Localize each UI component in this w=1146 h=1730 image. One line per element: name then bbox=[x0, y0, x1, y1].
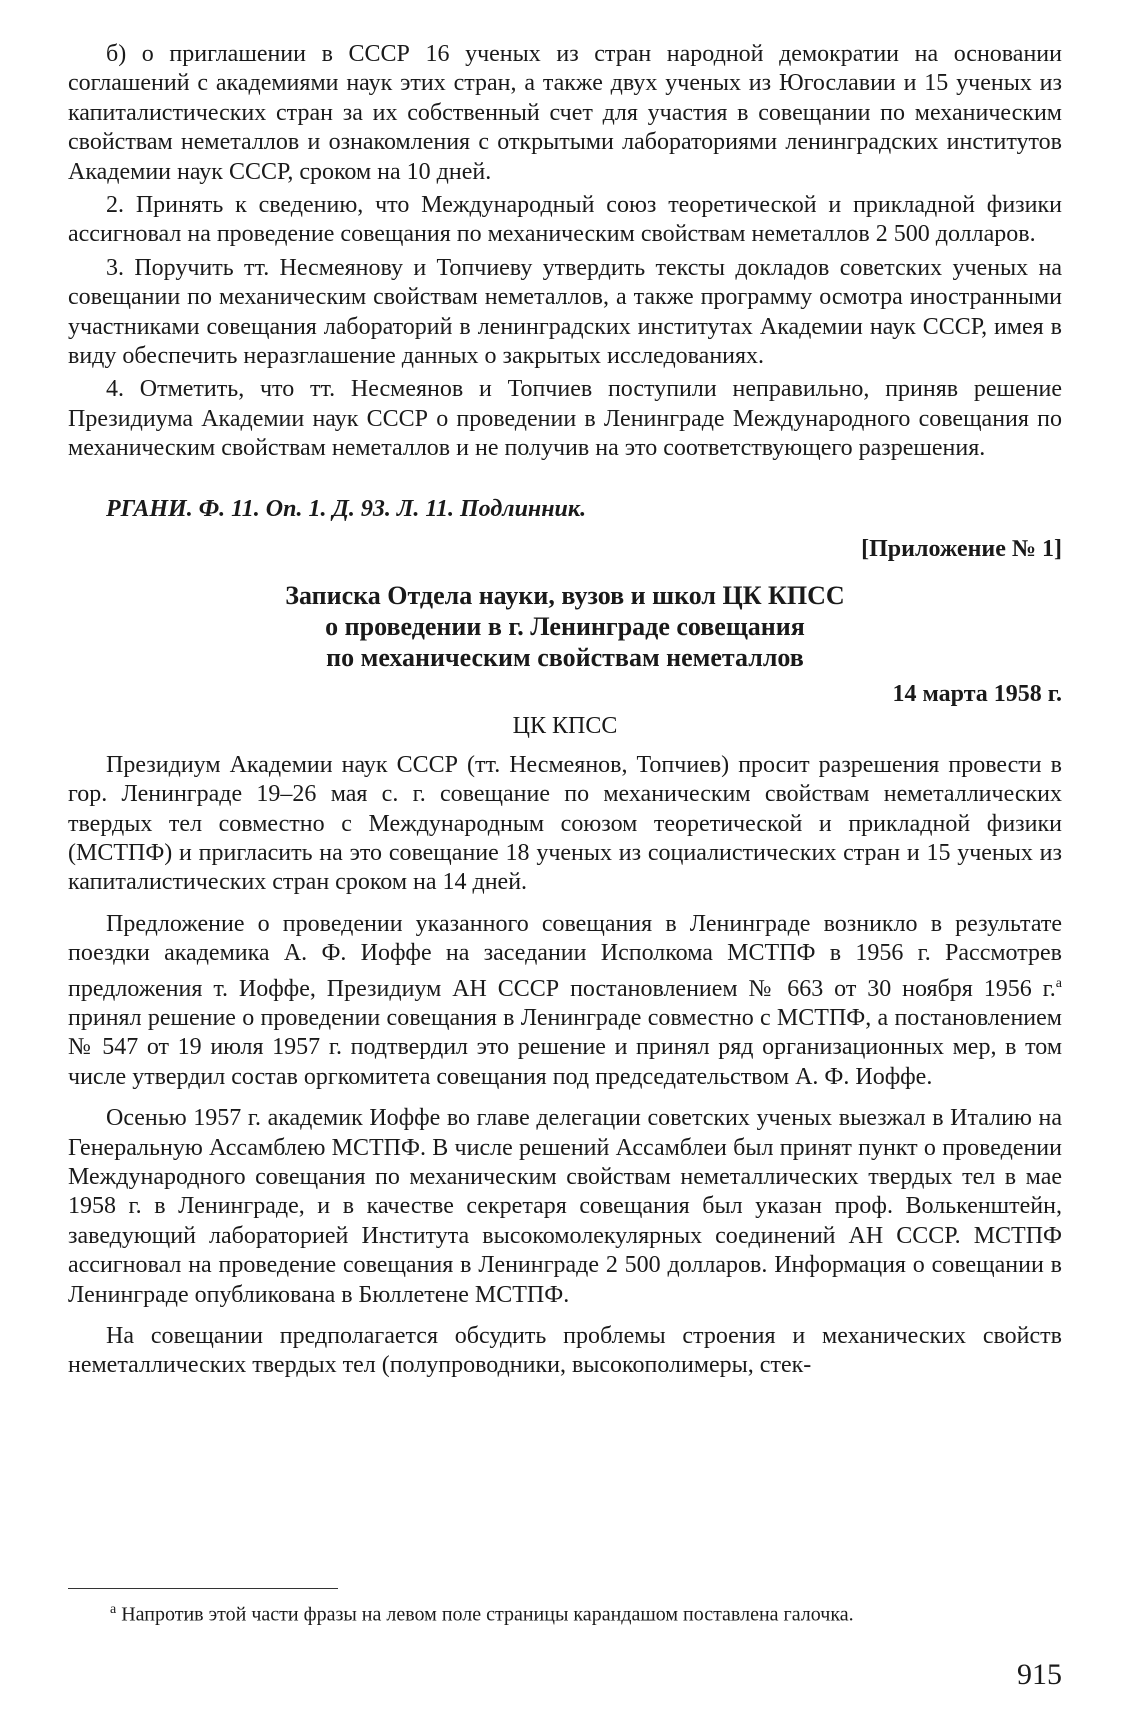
paragraph-invitation: б) о приглашении в СССР 16 ученых из стран народной демократии на основании соглашений с академиями наук этих стран, а также двух ученых из Югославии и 15 ученых из капиталистических стран за их собственный счет для участия в совещании по механическим свойствам неметаллов и ознакомления с открытыми лабораториями ленинградских институтов Академии наук СССР, сроком на 10 дней. bbox=[68, 41, 1062, 185]
body-paragraph-2-start: Предложение о проведении указанного совещания в Ленинграде возникло в результате поездки академика А. Ф. Иоффе на заседании Исполкома МСТПФ в 1956 г. Рассмотрев предложения т. Иоффе, Президиум АН СССР постановлением № 663 от 30 ноября 1956 г. bbox=[68, 910, 1062, 1002]
body-paragraph-2-end: принял решение о проведении совещания в Ленинграде совместно с МСТПФ, а постановлением № 547 от 19 июля 1957 г. подтвердил это решение и принял ряд организационных мер, в том числе утвердил состав оргкомитета совещания под председательством А. Ф. Иоффе. bbox=[68, 1004, 1062, 1090]
footnote-reference-mark: а bbox=[1055, 975, 1062, 991]
body-paragraph-4: На совещании предполагается обсудить проблемы строения и механических свойств неметаллических твердых тел (полупроводники, высокополимеры, стек- bbox=[68, 1323, 1062, 1379]
footnote-mark: а bbox=[110, 1602, 117, 1617]
body-paragraph-3: Осенью 1957 г. академик Иоффе во главе делегации советских ученых выезжал в Италию на Генеральную Ассамблею МСТПФ. В числе решений Ассамблеи был принят пункт о проведении Международного совещания по механическим свойствам неметаллических твердых тел в мае 1958 г. в Ленинграде, и в качестве секретаря совещания был указан проф. Волькенштейн, заведующий лабораторией Института высокомолекулярных соединений АН СССР. МСТПФ ассигновал на проведение совещания в Ленинграде 2 500 долларов. Информация о совещании в Ленинграде опубликована в Бюллетене МСТПФ. bbox=[68, 1105, 1062, 1308]
document-title-line-2: о проведении в г. Ленинграде совещания bbox=[325, 611, 805, 641]
document-date: 14 марта 1958 г. bbox=[892, 680, 1062, 707]
body-paragraph-1: Президиум Академии наук СССР (тт. Несмеянов, Топчиев) просит разрешения провести в гор. Ленинграде 19–26 мая с. г. совещание по механическим свойствам неметаллических твердых тел совместно с Международным союзом теоретической и прикладной физики (МСТПФ) и пригласить на это совещание 18 ученых из социалистических стран и 15 ученых из капиталистических стран сроком на 14 дней. bbox=[68, 751, 1062, 896]
footnote bbox=[110, 1597, 1062, 1628]
footnote-text: Напротив этой части фразы на левом поле страницы карандашом поставлена галочка. bbox=[116, 1603, 854, 1626]
page-number: 915 bbox=[1017, 1658, 1062, 1691]
document-title-line-3: по механическим свойствам неметаллов bbox=[326, 642, 804, 672]
archive-reference: РГАНИ. Ф. 11. Оп. 1. Д. 93. Л. 11. Подлинник. bbox=[106, 495, 587, 522]
memo-body bbox=[68, 751, 1062, 1381]
paragraph-item-2: 2. Принять к сведению, что Международный союз теоретической и прикладной физики ассигновал на проведение совещания по механическим свойствам неметаллов 2 500 долларов. bbox=[68, 192, 1062, 248]
body-paragraph-2 bbox=[68, 910, 1062, 1092]
appendix-label: [Приложение № 1] bbox=[861, 535, 1062, 562]
document-title-line-1: Записка Отдела науки, вузов и школ ЦК КПСС bbox=[285, 580, 845, 610]
addressee: ЦК КПСС bbox=[512, 712, 618, 739]
document-title bbox=[68, 580, 1062, 673]
footnote-divider bbox=[68, 1588, 338, 1589]
opening-paragraphs bbox=[68, 40, 1062, 464]
paragraph-item-4: 4. Отметить, что тт. Несмеянов и Топчиев поступили неправильно, приняв решение Президиума Академии наук СССР о проведении в Ленинграде Международного совещания по механическим свойствам неметаллов и не получив на это соответствующего разрешения. bbox=[68, 376, 1062, 462]
paragraph-item-3: 3. Поручить тт. Несмеянову и Топчиеву утвердить тексты докладов советских ученых на совещании по механическим свойствам неметаллов, а также программу осмотра иностранными участниками совещания лабораторий в ленинградских институтах Академии наук СССР, имея в виду обеспечить неразглашение данных о закрытых исследованиях. bbox=[68, 254, 1062, 370]
